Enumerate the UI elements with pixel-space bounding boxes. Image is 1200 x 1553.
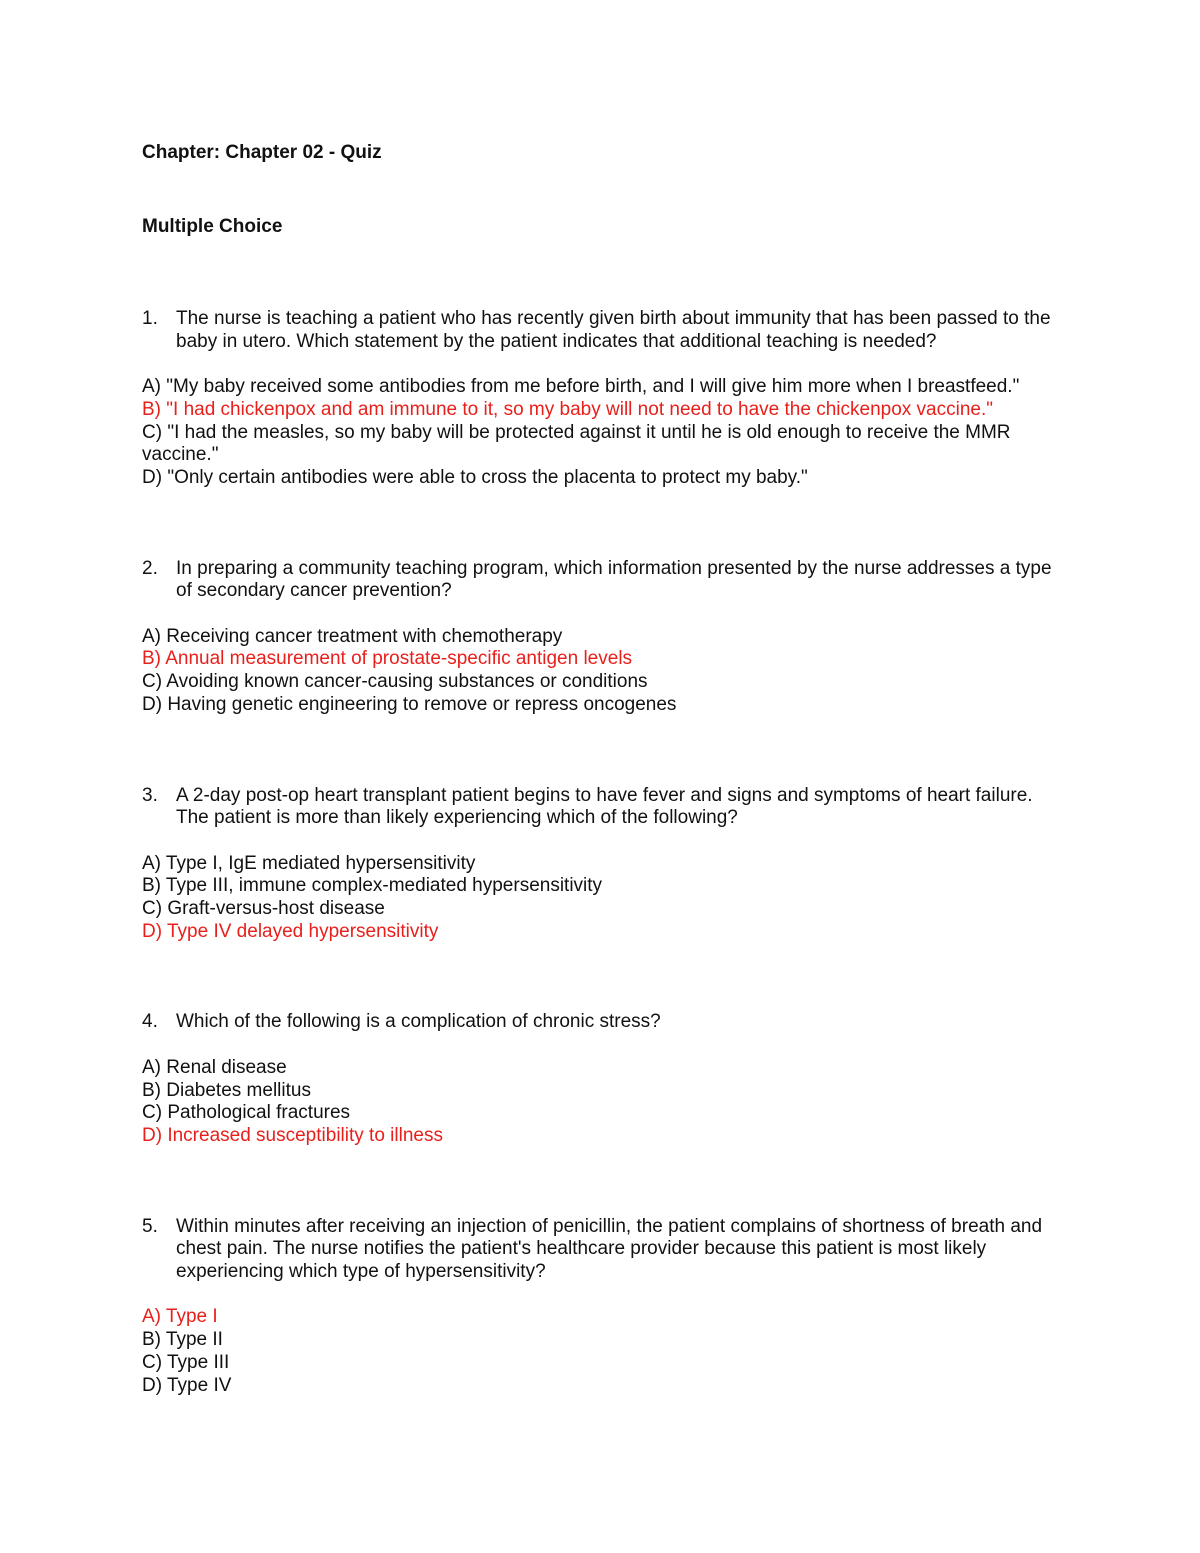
question-3 (142, 785, 1062, 944)
choice-d-correct: D) Type IV delayed hypersensitivity (142, 920, 439, 942)
choice-a-correct: A) Type I (142, 1306, 218, 1328)
quiz-page (142, 140, 1062, 1397)
choice-d-correct: D) Increased susceptibility to illness (142, 1124, 443, 1146)
choice-b: B) Type III, immune complex-mediated hypersensitivity (142, 875, 603, 897)
chapter-title: Chapter: Chapter 02 - Quiz (142, 142, 382, 163)
question-text: In preparing a community teaching program, which information presented by the nurse addresses a type of secondary cancer prevention? (176, 557, 1052, 602)
answer-choices (142, 376, 1062, 490)
choice-c: C) Graft-versus-host disease (142, 898, 385, 920)
question-text: The nurse is teaching a patient who has recently given birth about immunity that has been passed to the baby in utero. Which statement by the patient indicates that additional teaching is needed? (176, 308, 1051, 352)
choice-a: A) Receiving cancer treatment with chemotherapy (142, 625, 563, 647)
choice-c: C) "I had the measles, so my baby will be protected against it until he is old enough to receive the MMR vaccine." (142, 421, 1011, 466)
question-number: 1. (142, 308, 158, 329)
question-1 (142, 308, 1062, 490)
question-stem (142, 558, 1062, 603)
choice-d: D) Having genetic engineering to remove or repress oncogenes (142, 693, 677, 715)
question-stem (142, 1216, 1062, 1284)
answer-choices (142, 626, 1062, 717)
choice-a: A) Type I, IgE mediated hypersensitivity (142, 852, 476, 874)
question-list (142, 308, 1062, 1397)
question-stem (142, 308, 1062, 353)
answer-choices (142, 1057, 1062, 1148)
question-stem (142, 1011, 1062, 1034)
question-4 (142, 1011, 1062, 1147)
answer-choices (142, 1306, 1062, 1397)
question-stem (142, 785, 1062, 830)
question-5 (142, 1216, 1062, 1398)
choice-c: C) Avoiding known cancer-causing substances or conditions (142, 671, 648, 693)
question-text: Within minutes after receiving an injection of penicillin, the patient complains of shortness of breath and chest pain. The nurse notifies the patient's healthcare provider because this patient is most likely experiencing which type of hypersensitivity? (176, 1215, 1043, 1283)
question-2 (142, 558, 1062, 717)
question-text: Which of the following is a complication of chronic stress? (176, 1011, 661, 1033)
choice-d: D) Type IV (142, 1374, 232, 1396)
choice-a: A) Renal disease (142, 1056, 287, 1078)
choice-b: B) Type II (142, 1329, 223, 1351)
section-title: Multiple Choice (142, 216, 283, 237)
question-number: 3. (142, 784, 158, 806)
answer-choices (142, 853, 1062, 944)
choice-d: D) "Only certain antibodies were able to cross the placenta to protect my baby." (142, 466, 808, 488)
question-number: 5. (142, 1215, 158, 1237)
choice-b-correct: B) Annual measurement of prostate-specific antigen levels (142, 648, 633, 670)
choice-c: C) Pathological fractures (142, 1102, 351, 1124)
choice-c: C) Type III (142, 1351, 230, 1373)
choice-b: B) Diabetes mellitus (142, 1079, 311, 1101)
question-number: 2. (142, 557, 158, 579)
choice-a: A) "My baby received some antibodies from me before birth, and I will give him more when I breastfeed." (142, 376, 1020, 398)
question-text: A 2-day post-op heart transplant patient begins to have fever and signs and symptoms of heart failure. The patient is more than likely experiencing which of the following? (176, 784, 1033, 829)
choice-b-correct: B) "I had chickenpox and am immune to it, so my baby will not need to have the chickenpox vaccine." (142, 398, 993, 420)
question-number: 4. (142, 1011, 158, 1033)
